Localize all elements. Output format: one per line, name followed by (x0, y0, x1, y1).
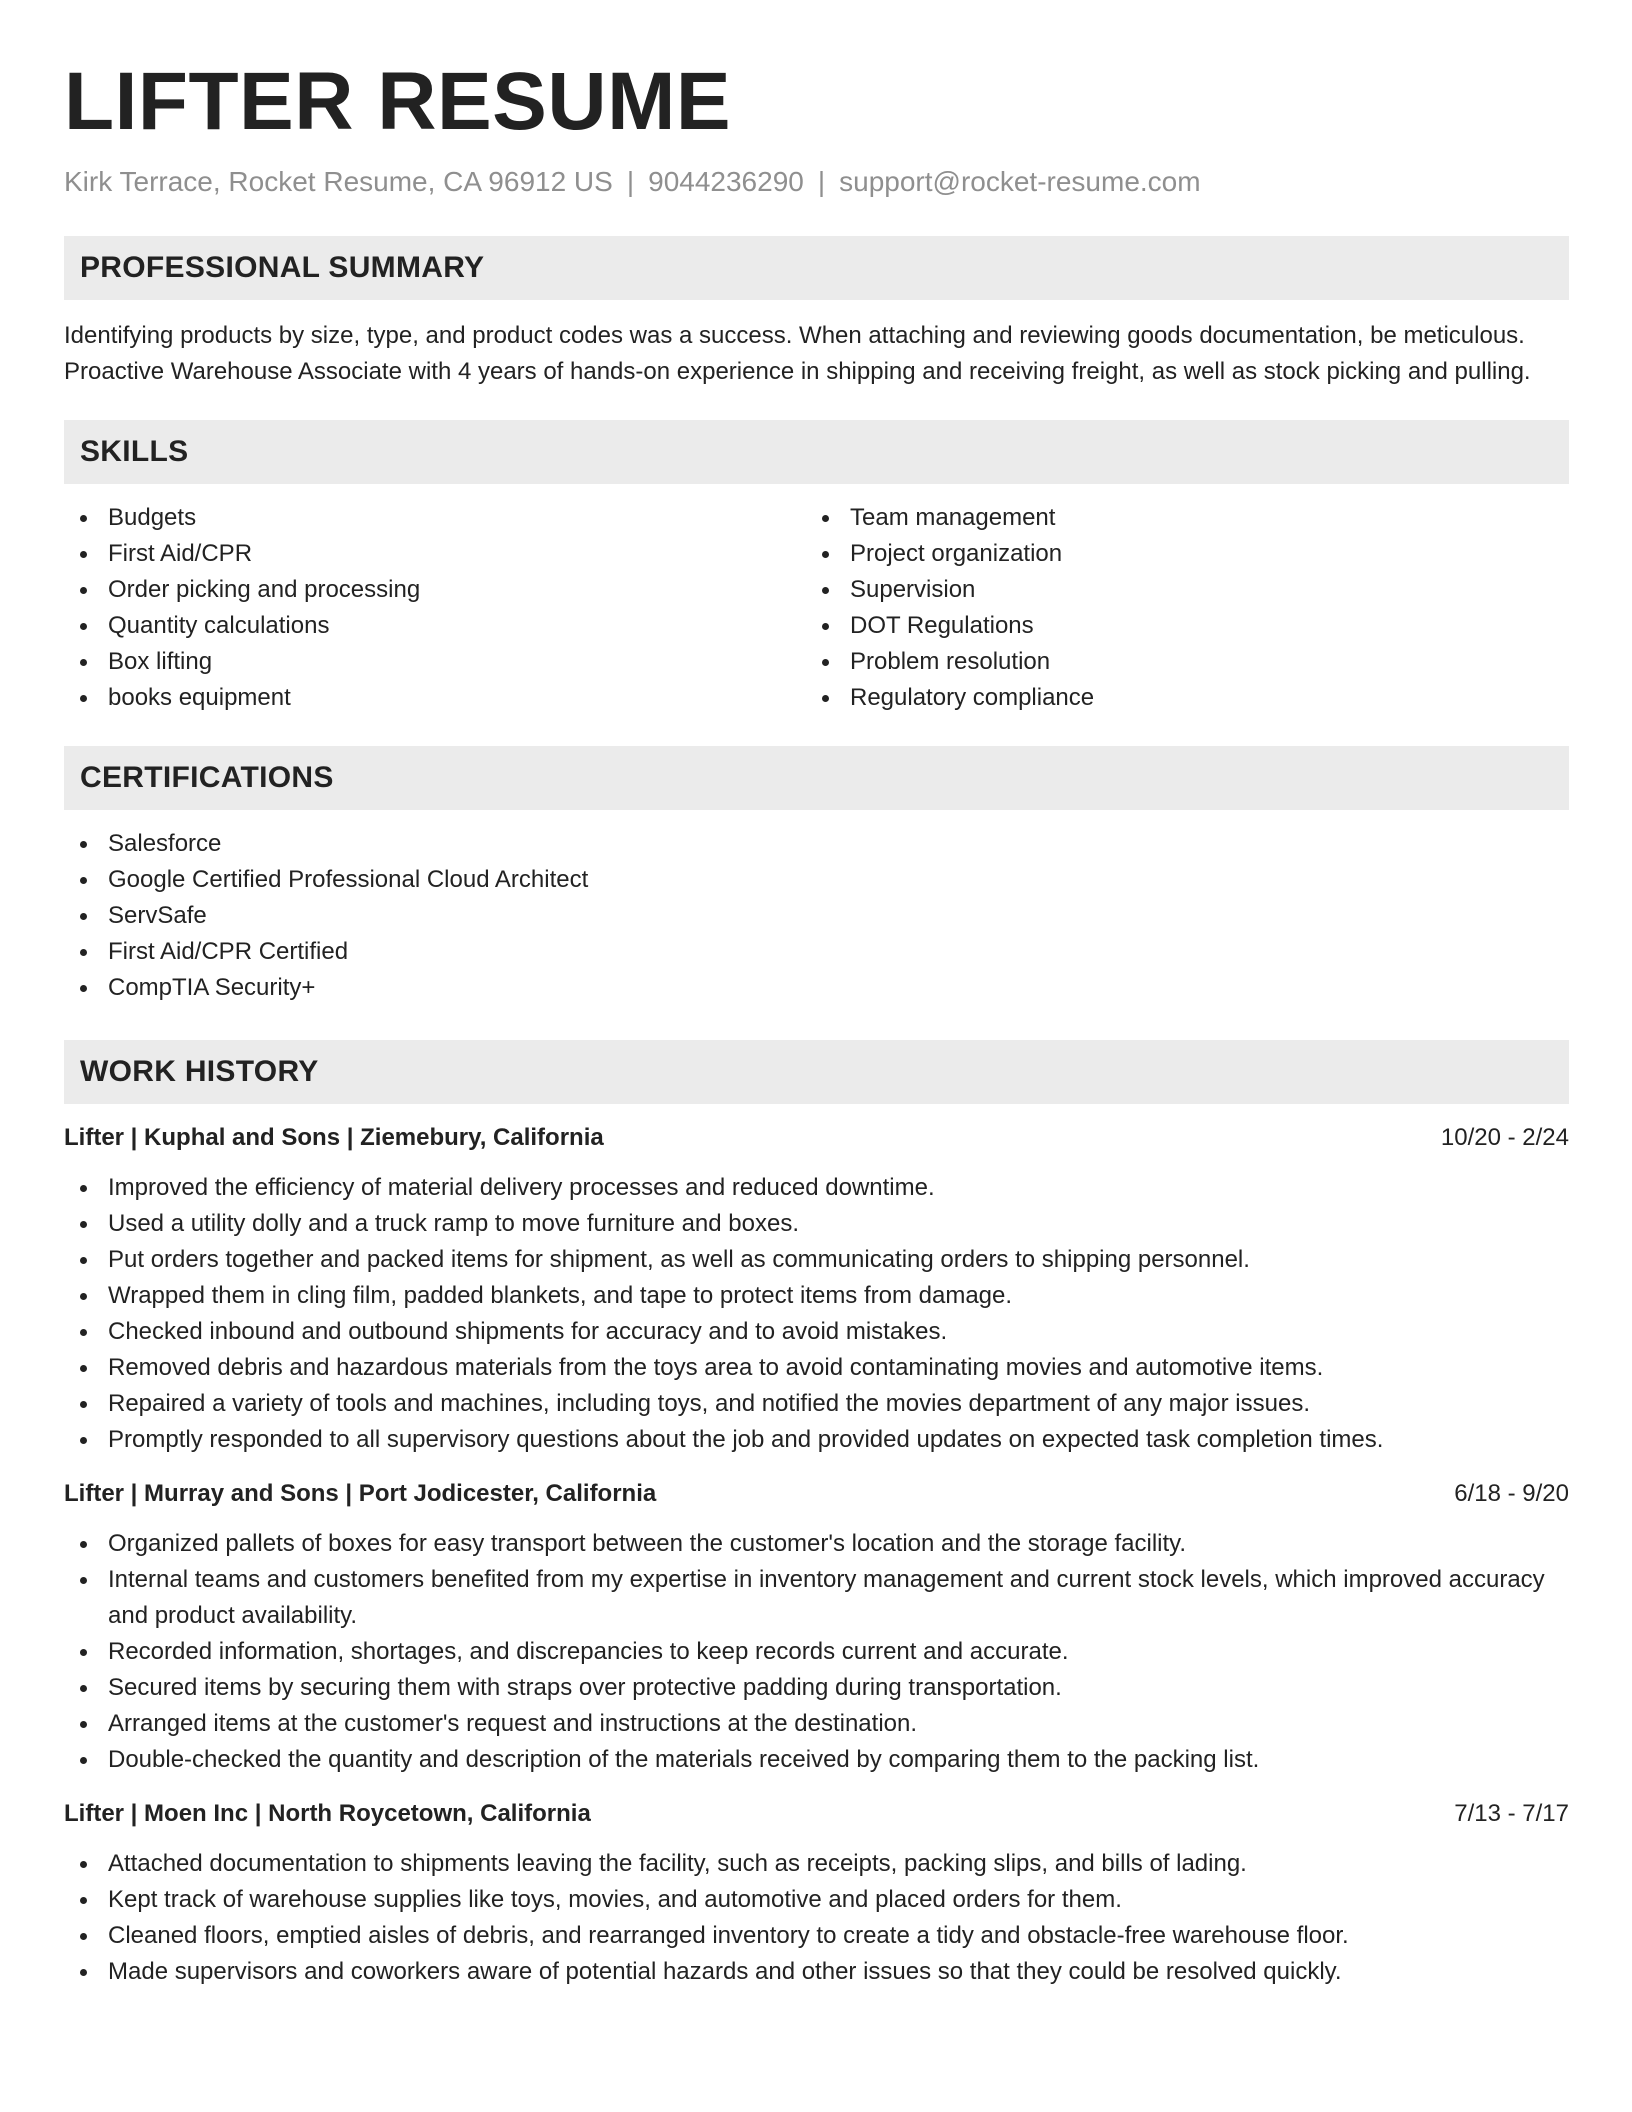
skills-column-left (64, 500, 806, 716)
job-bullet: Internal teams and customers benefited from my expertise in inventory management and current stock levels, which improved accuracy and product availability. (64, 1562, 1569, 1634)
job-bullet: Double-checked the quantity and description of the materials received by comparing them to the packing list. (64, 1742, 1569, 1778)
skills-column-right (806, 500, 1548, 716)
job-bullet: Checked inbound and outbound shipments for accuracy and to avoid mistakes. (64, 1314, 1569, 1350)
contact-email: support@rocket-resume.com (839, 166, 1201, 197)
job-bullet: Secured items by securing them with straps over protective padding during transportation. (64, 1670, 1569, 1706)
skill-item: Supervision (806, 572, 1548, 608)
skill-item: Project organization (806, 536, 1548, 572)
job-header (64, 1796, 1569, 1832)
job-dates: 7/13 - 7/17 (1454, 1800, 1569, 1827)
certification-item: ServSafe (64, 898, 1569, 934)
skill-item: Budgets (64, 500, 806, 536)
work-history-heading: WORK HISTORY (64, 1040, 1569, 1104)
skill-item: books equipment (64, 680, 806, 716)
job-bullet: Organized pallets of boxes for easy transport between the customer's location and the storage facility. (64, 1526, 1569, 1562)
skill-item: Quantity calculations (64, 608, 806, 644)
job-bullet: Removed debris and hazardous materials from the toys area to avoid contaminating movies and automotive items. (64, 1350, 1569, 1386)
skill-item: Team management (806, 500, 1548, 536)
certification-item: Google Certified Professional Cloud Architect (64, 862, 1569, 898)
summary-text: Identifying products by size, type, and product codes was a success. When attaching and reviewing goods documentation, be meticulous. Proactive Warehouse Associate with 4 years of hands-on experience in shipping and receiving freight, as well as stock picking and pulling. (64, 322, 1531, 385)
certification-item: Salesforce (64, 826, 1569, 862)
job-bullets (64, 1846, 1569, 1990)
certifications-heading: CERTIFICATIONS (64, 746, 1569, 810)
certification-item: CompTIA Security+ (64, 970, 1569, 1006)
job-bullets (64, 1526, 1569, 1778)
job-bullet: Repaired a variety of tools and machines, including toys, and notified the movies department of any major issues. (64, 1386, 1569, 1422)
skill-item: DOT Regulations (806, 608, 1548, 644)
job-bullet: Put orders together and packed items for shipment, as well as communicating orders to shipping personnel. (64, 1242, 1569, 1278)
certification-item: First Aid/CPR Certified (64, 934, 1569, 970)
certifications-list (64, 826, 1569, 1006)
job-header (64, 1120, 1569, 1156)
job-entry (64, 1476, 1569, 1778)
job-title: Lifter | Murray and Sons | Port Jodicester, California (64, 1480, 657, 1507)
job-bullet: Attached documentation to shipments leaving the facility, such as receipts, packing slips, and bills of lading. (64, 1846, 1569, 1882)
skill-item: Order picking and processing (64, 572, 806, 608)
job-bullet: Recorded information, shortages, and discrepancies to keep records current and accurate. (64, 1634, 1569, 1670)
job-bullet: Improved the efficiency of material delivery processes and reduced downtime. (64, 1170, 1569, 1206)
job-entry (64, 1120, 1569, 1458)
skills-list (64, 500, 1569, 716)
job-title: Lifter | Moen Inc | North Roycetown, California (64, 1800, 591, 1827)
summary-heading: PROFESSIONAL SUMMARY (64, 236, 1569, 300)
skill-item: Regulatory compliance (806, 680, 1548, 716)
job-header (64, 1476, 1569, 1512)
skill-item: First Aid/CPR (64, 536, 806, 572)
job-dates: 10/20 - 2/24 (1440, 1124, 1569, 1151)
contact-separator: | (817, 166, 826, 197)
job-title: Lifter | Kuphal and Sons | Ziemebury, California (64, 1124, 604, 1151)
job-bullet: Wrapped them in cling film, padded blankets, and tape to protect items from damage. (64, 1278, 1569, 1314)
job-dates: 6/18 - 9/20 (1454, 1480, 1569, 1507)
contact-separator: | (626, 166, 635, 197)
skills-heading: SKILLS (64, 420, 1569, 484)
job-bullet: Kept track of warehouse supplies like toys, movies, and automotive and placed orders for them. (64, 1882, 1569, 1918)
job-bullet: Cleaned floors, emptied aisles of debris, and rearranged inventory to create a tidy and obstacle-free warehouse floor. (64, 1918, 1569, 1954)
job-bullet: Arranged items at the customer's request and instructions at the destination. (64, 1706, 1569, 1742)
skill-item: Box lifting (64, 644, 806, 680)
contact-line (64, 164, 1569, 200)
resume-title: LIFTER RESUME (64, 56, 732, 147)
job-bullet: Promptly responded to all supervisory questions about the job and provided updates on expected task completion times. (64, 1422, 1569, 1458)
job-bullet: Made supervisors and coworkers aware of potential hazards and other issues so that they could be resolved quickly. (64, 1954, 1569, 1990)
job-entry (64, 1796, 1569, 1990)
job-bullet: Used a utility dolly and a truck ramp to move furniture and boxes. (64, 1206, 1569, 1242)
skill-item: Problem resolution (806, 644, 1548, 680)
contact-phone: 9044236290 (648, 166, 804, 197)
job-bullets (64, 1170, 1569, 1458)
contact-address: Kirk Terrace, Rocket Resume, CA 96912 US (64, 166, 613, 197)
